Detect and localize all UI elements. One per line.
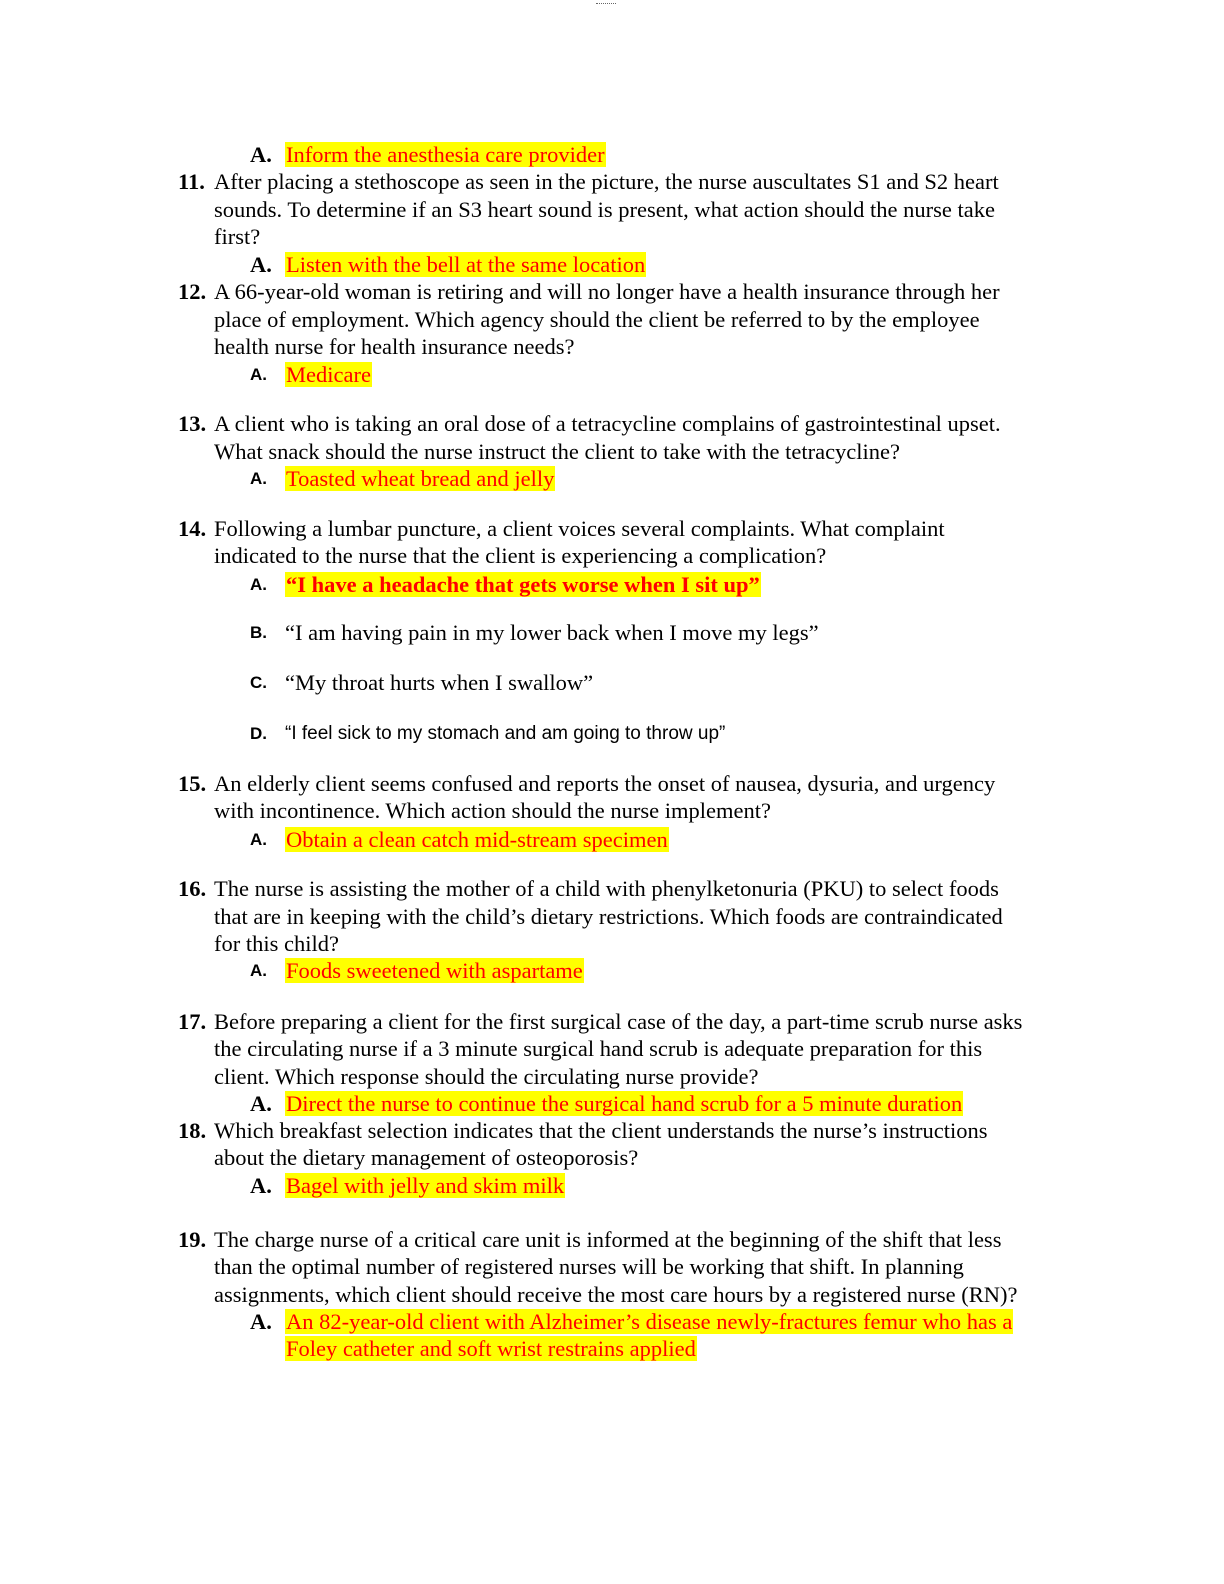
q14-text-line: Following a lumbar puncture, a client voices several complaints. What complaint bbox=[214, 516, 945, 541]
q18-answer-letter: A. bbox=[250, 1173, 272, 1198]
q19-answer-line: Foley catheter and soft wrist restrains applied bbox=[286, 1336, 696, 1361]
q19-number: 19. bbox=[178, 1227, 207, 1252]
q11-number: 11. bbox=[178, 169, 205, 194]
q14-text-line: indicated to the nurse that the client is experiencing a complication? bbox=[214, 543, 827, 568]
q16-number: 16. bbox=[178, 876, 207, 901]
q17-answer-letter: A. bbox=[250, 1091, 272, 1116]
q19-text-line: assignments, which client should receive the most care hours by a registered nurse (RN)? bbox=[214, 1282, 1018, 1307]
q15-number: 15. bbox=[178, 771, 207, 796]
q13-text-line: A client who is taking an oral dose of a tetracycline complains of gastrointestinal upset. bbox=[214, 411, 1001, 436]
q18-text-line: Which breakfast selection indicates that the client understands the nurse’s instructions bbox=[214, 1118, 988, 1143]
q17-answer: Direct the nurse to continue the surgical hand scrub for a 5 minute duration bbox=[286, 1091, 963, 1116]
q16-text-line: for this child? bbox=[214, 931, 339, 956]
q16-text-line: The nurse is assisting the mother of a child with phenylketonuria (PKU) to select foods bbox=[214, 876, 999, 901]
q14-option-letter: B. bbox=[250, 623, 267, 642]
q14-option-letter: D. bbox=[250, 724, 267, 743]
q13-number: 13. bbox=[178, 411, 207, 436]
q11-text-line: sounds. To determine if an S3 heart sound is present, what action should the nurse take bbox=[214, 197, 995, 222]
q16-answer: Foods sweetened with aspartame bbox=[286, 958, 583, 983]
q14-option-b: “I am having pain in my lower back when I move my legs” bbox=[285, 620, 819, 645]
q11-answer: Listen with the bell at the same location bbox=[286, 252, 646, 277]
q11-text-line: first? bbox=[214, 224, 261, 249]
q13-answer-letter: A. bbox=[250, 469, 267, 488]
q19-answer-letter: A. bbox=[250, 1309, 272, 1334]
q11-answer-letter: A. bbox=[250, 252, 272, 277]
q12-answer-letter: A. bbox=[250, 365, 267, 384]
q18-text-line: about the dietary management of osteoporosis? bbox=[214, 1145, 639, 1170]
q14-option-letter: C. bbox=[250, 673, 267, 692]
q10-answer-letter: A. bbox=[250, 142, 272, 167]
q15-answer: Obtain a clean catch mid-stream specimen bbox=[286, 827, 668, 852]
q10-answer: Inform the anesthesia care provider bbox=[286, 142, 605, 167]
q19-answer-line: An 82-year-old client with Alzheimer’s disease newly-fractures femur who has a bbox=[286, 1309, 1013, 1334]
q14-answer: “I have a headache that gets worse when I sit up” bbox=[286, 572, 760, 597]
q16-answer-letter: A. bbox=[250, 961, 267, 980]
q18-answer: Bagel with jelly and skim milk bbox=[286, 1173, 565, 1198]
q14-option-d: “I feel sick to my stomach and am going to throw up” bbox=[285, 723, 726, 744]
q18-number: 18. bbox=[178, 1118, 207, 1143]
q14-answer-letter: A. bbox=[250, 575, 267, 594]
q12-text-line: place of employment. Which agency should the client be referred to by the employee bbox=[214, 307, 980, 332]
q15-text-line: An elderly client seems confused and reports the onset of nausea, dysuria, and urgency bbox=[214, 771, 996, 796]
q19-text-line: The charge nurse of a critical care unit is informed at the beginning of the shift that less bbox=[214, 1227, 1002, 1252]
q12-answer: Medicare bbox=[286, 362, 371, 387]
q14-number: 14. bbox=[178, 516, 207, 541]
q17-text-line: the circulating nurse if a 3 minute surgical hand scrub is adequate preparation for this bbox=[214, 1036, 983, 1061]
q12-number: 12. bbox=[178, 279, 207, 304]
q19-text-line: than the optimal number of registered nurses will be working that shift. In planning bbox=[214, 1254, 964, 1279]
q17-number: 17. bbox=[178, 1009, 207, 1034]
q14-option-c: “My throat hurts when I swallow” bbox=[285, 670, 594, 695]
q11-text-line: After placing a stethoscope as seen in the picture, the nurse auscultates S1 and S2 heart bbox=[214, 169, 999, 194]
q15-answer-letter: A. bbox=[250, 830, 267, 849]
q17-text-line: Before preparing a client for the first surgical case of the day, a part-time scrub nurse asks bbox=[214, 1009, 1023, 1034]
q12-text-line: health nurse for health insurance needs? bbox=[214, 334, 575, 359]
q13-text-line: What snack should the nurse instruct the client to take with the tetracycline? bbox=[214, 439, 901, 464]
q17-text-line: client. Which response should the circulating nurse provide? bbox=[214, 1064, 759, 1089]
q12-text-line: A 66-year-old woman is retiring and will no longer have a health insurance through her bbox=[214, 279, 1000, 304]
q16-text-line: that are in keeping with the child’s dietary restrictions. Which foods are contraindicated bbox=[214, 904, 1003, 929]
page-top-mark bbox=[596, 0, 616, 4]
q15-text-line: with incontinence. Which action should the nurse implement? bbox=[214, 798, 771, 823]
q13-answer: Toasted wheat bread and jelly bbox=[286, 466, 555, 491]
